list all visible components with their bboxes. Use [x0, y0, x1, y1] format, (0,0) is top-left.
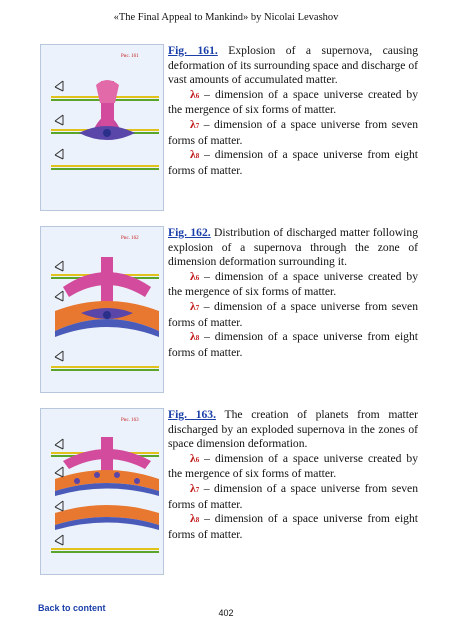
figure-label: Рис. 162: [121, 236, 139, 241]
lambda-7-definition: λ7 – dimension of a space universe from seven forms of matter.: [168, 481, 418, 511]
figure-161-link[interactable]: Fig. 161.: [168, 44, 218, 57]
figure-163: [40, 408, 420, 576]
figure-163-link[interactable]: Fig. 163.: [168, 408, 216, 421]
lambda-7-definition: λ7 – dimension of a space universe from seven forms of matter.: [168, 117, 418, 147]
figure-163-text: [168, 408, 418, 542]
figure-161-illustration: [40, 44, 164, 211]
figure-161: [40, 44, 420, 212]
back-to-content-link[interactable]: Back to content: [38, 603, 106, 613]
figure-caption: Fig. 161. Explosion of a supernova, causing deformation of its surrounding space and discharge of vast amounts of accumulated matter.: [168, 44, 419, 87]
lambda-6-definition: λ6 – dimension of a space universe created by the mergence of six forms of matter.: [168, 87, 418, 117]
figure-162-text: [168, 226, 418, 360]
figure-163-illustration: [40, 408, 164, 575]
lambda-6-definition: λ6 – dimension of a space universe created by the mergence of six forms of matter.: [168, 269, 418, 299]
figure-162: [40, 226, 420, 394]
lambda-8-definition: λ8 – dimension of a space universe from eight forms of matter.: [168, 512, 418, 541]
supernova-explosion-diagram: [41, 45, 165, 212]
planet-creation-diagram: [41, 409, 165, 576]
figure-caption: Fig. 163. The creation of planets from matter discharged by an exploded supernova in the zones of space dimension deformation.: [168, 408, 419, 451]
figure-label: Рис. 161: [121, 54, 139, 59]
lambda-7-definition: λ7 – dimension of a space universe from seven forms of matter.: [168, 299, 418, 329]
matter-distribution-diagram: [41, 227, 165, 394]
figure-caption: Fig. 162. Distribution of discharged matter following explosion of a supernova through the zone of dimension deformation surrounding it.: [168, 226, 418, 269]
figure-162-link[interactable]: Fig. 162.: [168, 226, 211, 239]
figure-162-illustration: [40, 226, 164, 393]
lambda-8-definition: λ8 – dimension of a space universe from eight forms of matter.: [168, 148, 418, 177]
lambda-8-definition: λ8 – dimension of a space universe from eight forms of matter.: [168, 330, 418, 359]
figure-161-text: [168, 44, 418, 178]
figure-label: Рис. 163: [121, 418, 139, 423]
lambda-6-definition: λ6 – dimension of a space universe created by the mergence of six forms of matter.: [168, 451, 418, 481]
page-header: «The Final Appeal to Mankind» by Nicolai Levashov: [113, 12, 339, 23]
page-number: 402: [218, 608, 234, 618]
